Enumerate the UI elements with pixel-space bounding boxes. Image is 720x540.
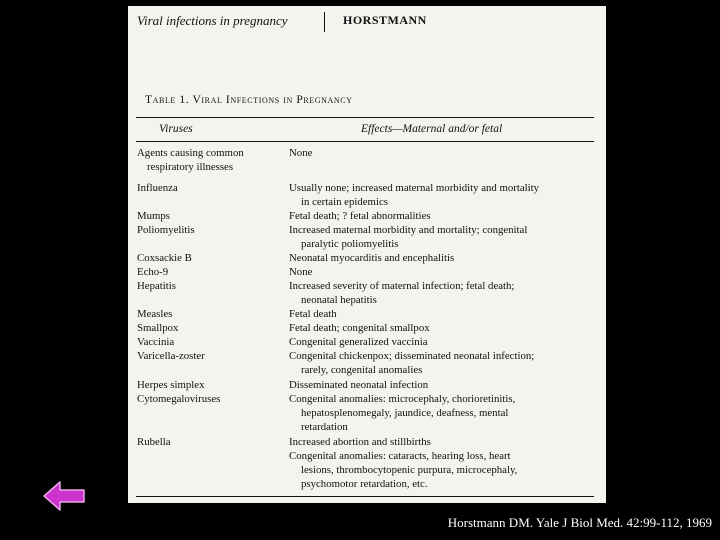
- effect-cell: [289, 146, 595, 160]
- virus-name: Cytomegaloviruses: [137, 393, 221, 405]
- effect-cell: [289, 435, 595, 449]
- virus-name: Smallpox: [137, 322, 179, 334]
- effect-text: Increased maternal morbidity and mortality; congenital: [289, 224, 528, 236]
- effect-cell: [289, 209, 595, 223]
- effect-cell: [289, 378, 595, 392]
- effect-cell: [289, 449, 595, 491]
- virus-cell: [137, 279, 287, 293]
- virus-name: Varicella-zoster: [137, 350, 205, 362]
- effect-text: Fetal death; ? fetal abnormalities: [289, 210, 431, 222]
- effect-text: Congenital anomalies: microcephaly, chorioretinitis,: [289, 393, 516, 405]
- virus-name: Echo-9: [137, 266, 169, 278]
- effect-text: Neonatal myocarditis and encephalitis: [289, 252, 455, 264]
- effect-text: rarely, congenital anomalies: [301, 364, 423, 376]
- header-bottom-rule: [136, 141, 594, 142]
- running-title: Viral infections in pregnancy: [137, 13, 288, 28]
- virus-cell: [137, 349, 287, 363]
- effect-text: Increased abortion and stillbirths: [289, 436, 431, 448]
- virus-name: Rubella: [137, 436, 171, 448]
- virus-name: respiratory illnesses: [147, 161, 234, 173]
- effect-text: retardation: [301, 421, 348, 433]
- table-top-rule: [136, 117, 594, 118]
- effect-text: None: [289, 147, 313, 159]
- virus-name: Coxsackie B: [137, 252, 192, 264]
- virus-cell: [137, 307, 287, 321]
- virus-cell: [137, 335, 287, 349]
- column-header-effects: Effects—Maternal and/or fetal: [361, 123, 503, 135]
- effect-cell: [289, 251, 595, 265]
- effect-text: None: [289, 266, 313, 278]
- effect-cell: [289, 349, 595, 377]
- effect-cell: [289, 181, 595, 209]
- virus-cell: [137, 209, 287, 223]
- citation: Horstmann DM. Yale J Biol Med. 42:99-112, 1969: [447, 515, 712, 530]
- effect-text: Congenital chickenpox; disseminated neonatal infection;: [289, 350, 535, 362]
- effect-text: Congenital anomalies: cataracts, hearing loss, heart: [289, 450, 511, 462]
- effect-text: hepatosplenomegaly, jaundice, deafness, mental: [301, 407, 509, 419]
- virus-cell: [137, 223, 287, 237]
- virus-name: Measles: [137, 308, 173, 320]
- effect-text: Congenital generalized vaccinia: [289, 336, 428, 348]
- virus-name: Mumps: [137, 210, 170, 222]
- virus-cell: [137, 251, 287, 265]
- virus-name: Agents causing common: [137, 147, 244, 159]
- virus-cell: [137, 321, 287, 335]
- effect-cell: [289, 307, 595, 321]
- effect-cell: [289, 392, 595, 434]
- virus-cell: [137, 392, 287, 406]
- effect-text: in certain epidemics: [301, 196, 388, 208]
- page-header: [137, 12, 597, 32]
- virus-name: Herpes simplex: [137, 379, 205, 391]
- effect-cell: [289, 223, 595, 251]
- effect-cell: [289, 279, 595, 307]
- effect-text: neonatal hepatitis: [301, 294, 377, 306]
- virus-name: Vaccinia: [137, 336, 175, 348]
- effect-text: Increased severity of maternal infection; fetal death;: [289, 280, 515, 292]
- virus-cell: [137, 265, 287, 279]
- effect-cell: [289, 321, 595, 335]
- table-bottom-rule: [136, 496, 594, 497]
- scanned-page: [128, 6, 606, 503]
- effect-cell: [289, 265, 595, 279]
- virus-name: Influenza: [137, 182, 178, 194]
- effect-text: Fetal death; congenital smallpox: [289, 322, 430, 334]
- column-header-viruses: Viruses: [159, 123, 193, 135]
- virus-cell: [137, 378, 287, 392]
- back-arrow-icon[interactable]: [42, 480, 86, 512]
- effect-text: Usually none; increased maternal morbidity and mortality: [289, 182, 540, 194]
- table-title: Table 1. Viral Infections in Pregnancy: [145, 94, 353, 106]
- effect-text: Disseminated neonatal infection: [289, 379, 429, 391]
- header-divider: [324, 12, 325, 32]
- effect-cell: [289, 335, 595, 349]
- virus-name: Hepatitis: [137, 280, 176, 292]
- virus-cell: [137, 146, 287, 174]
- effect-text: Fetal death: [289, 308, 337, 320]
- virus-cell: [137, 181, 287, 195]
- virus-name: Poliomyelitis: [137, 224, 195, 236]
- effect-text: paralytic poliomyelitis: [301, 238, 399, 250]
- effect-text: psychomotor retardation, etc.: [301, 478, 428, 490]
- author-name: HORSTMANN: [343, 13, 427, 27]
- virus-cell: [137, 435, 287, 449]
- effect-text: lesions, thrombocytopenic purpura, microcephaly,: [301, 464, 518, 476]
